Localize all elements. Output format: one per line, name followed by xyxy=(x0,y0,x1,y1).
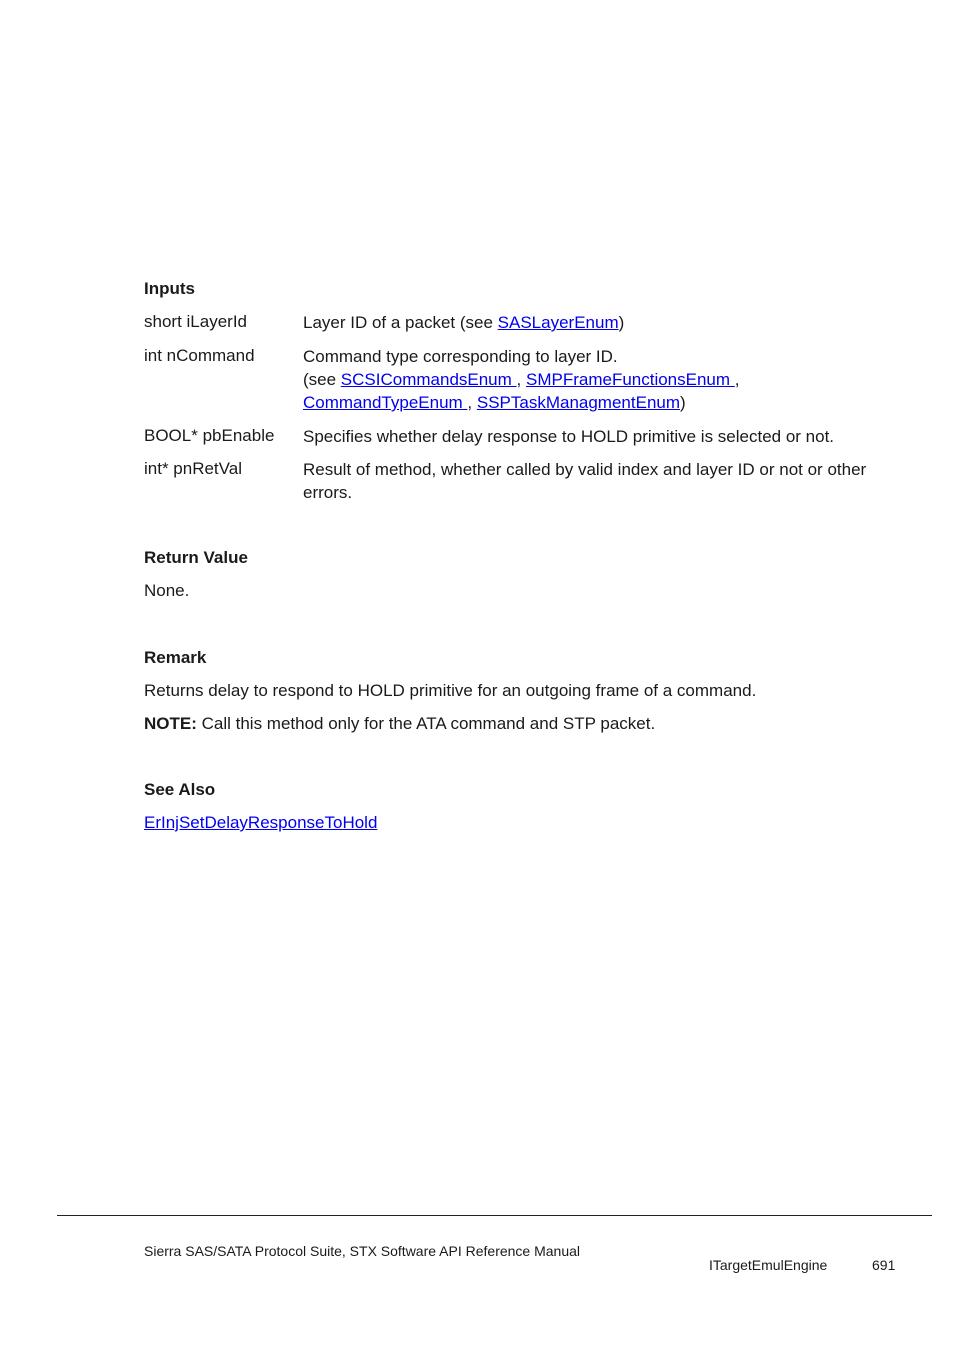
remark-heading: Remark xyxy=(144,648,207,667)
param-name: short iLayerId xyxy=(144,312,247,331)
return-value-text: None. xyxy=(144,581,190,600)
see-also-heading: See Also xyxy=(144,780,216,799)
return-value-heading: Return Value xyxy=(144,548,248,567)
note-text: Call this method only for the ATA command and STP packet. xyxy=(196,714,656,733)
link-ssptaskmanagmentenum[interactable]: SSPTaskManagmentEnum xyxy=(476,393,681,412)
link-saslayerenum[interactable]: SASLayerEnum xyxy=(497,313,619,332)
remark-text: Returns delay to respond to HOLD primitive for an outgoing frame of a command. xyxy=(144,681,757,700)
param-name: BOOL* pbEnable xyxy=(144,426,275,445)
param-description: Specifies whether delay response to HOLD primitive is selected or not. xyxy=(303,427,835,446)
param-name: int nCommand xyxy=(144,346,255,365)
inputs-heading: Inputs xyxy=(144,279,195,298)
footer-section: ITargetEmulEngine xyxy=(709,1257,828,1273)
see-also-link[interactable]: ErInjSetDelayResponseToHold xyxy=(144,813,378,832)
footer-page-number: 691 xyxy=(872,1257,896,1273)
note xyxy=(144,714,655,734)
footer-divider xyxy=(57,1215,932,1216)
param-name: int* pnRetVal xyxy=(144,459,242,478)
link-smpframefunctionsenum[interactable]: SMPFrameFunctionsEnum xyxy=(525,370,735,389)
footer-manual-title: Sierra SAS/SATA Protocol Suite, STX Software API Reference Manual xyxy=(144,1243,581,1259)
link-commandtypeenum[interactable]: CommandTypeEnum xyxy=(303,393,468,412)
param-description: Command type corresponding to layer ID. (see SCSICommandsEnum , SMPFrameFunctionsEnum , CommandTypeEnum , SSPTaskManagmentEnum) xyxy=(303,347,740,412)
param-description: Layer ID of a packet (see SASLayerEnum) xyxy=(303,313,625,332)
param-description: Result of method, whether called by valid index and layer ID or not or other errors. xyxy=(303,460,867,502)
note-label: NOTE: xyxy=(144,714,197,733)
link-scsicommandsenum[interactable]: SCSICommandsEnum xyxy=(340,370,517,389)
